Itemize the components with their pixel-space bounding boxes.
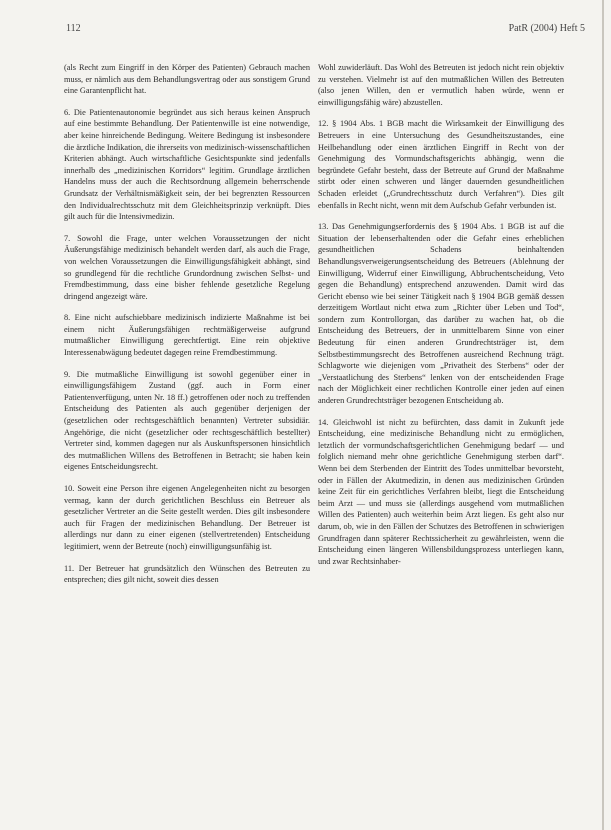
paragraph: 13. Das Genehmigungserfordernis des § 1904 Abs. 1 BGB ist auf die Situation der lebenserhaltenden oder die Gefahr eines erheblichen gesundheitlichen Schadens beinhaltenden Behandlungsverweigerungsentscheidung des Betreuers (Ablehnung der Einwilligung, Widerruf einer Einwilligung, Abbruchentscheidung, Veto gegen die Behandlung) entsprechend anzuwenden. Damit wird das Gericht ebenso wie bei seiner Tätigkeit nach § 1904 BGB gemäß dessen derzeitigem Wortlaut nicht etwa zum „Richter über Leben und Tod“, sondern zum Kontrollorgan, das darüber zu wachen hat, ob die Entscheidung des Betreuers, der in unmittelbarem Sinne von einer Bedeutung für einen anderen Grundrechtsträger ist, dem Selbstbestimmungsrecht des Betroffenen ausreichend Rechnung trägt. Schlagworte wie diejenigen vom „Privatheit des Sterbens“ oder der „Verstaatlichung des Sterbens“ lenken von der entscheidenden Frage nach der Möglichkeit einer rechtlichen Kontrolle einer jeden auf einen anderen Grundrechtsträger bezogenen Entscheidung ab. [318,222,564,406]
scan-edge [602,0,604,830]
paragraph: 14. Gleichwohl ist nicht zu befürchten, dass damit in Zukunft jede Entscheidung, eine medizinische Behandlung nicht zu ermöglichen, letztlich der vormundschaftsgerichtlichen Genehmigung bedarf — und folglich niemand mehr ohne gerichtliche Genehmigung sterben darf“. Wenn bei dem Sterbenden der Eintritt des Todes unmittelbar bevorsteht, oder in Fällen der Akutmedizin, in denen aus medizinischen Gründen keine Zeit für ein gerichtliches Verfahren bleibt, liegt die Entscheidung beim Arzt — und muss sie (allerdings ausgehend vom mutmaßlichen Willen des Patienten) auch weiterhin beim Arzt liegen. Es geht also nur darum, ob, wie in den Fällen der Schutzes des Betroffenen in schwierigen Grundfragen dann späterer Rechtssicherheit zu gewährleisten, wenn die Entscheidung einen längeren Willensbildungsprozess unterliegen kann, und zwar Rechtsinhaber- [318,417,564,566]
page-header [66,23,585,37]
journal-reference: PatR (2004) Heft 5 [508,23,585,34]
paragraph: 9. Die mutmaßliche Einwilligung ist sowohl gegenüber einer in einwilligungsfähigem Zustand (ggf. auch in Form einer Patientenverfügung, unten Nr. 18 ff.) getroffenen oder noch zu treffenden Entscheidung des Patienten als auch gegenüber derjenigen der (gesetzlichen oder rechtsgeschäftlich benannten) Vertreter subsidiär. Angehörige, die nicht (gesetzlicher oder rechtsgeschäftlich bestellter) Vertreter sind, kommen dagegen nur als Auskunftspersonen hinsichtlich des mutmaßlichen Willens des Betroffenen in Betracht; sie haben kein eigenes Entscheidungsrecht. [64,369,310,472]
paragraph: 6. Die Patientenautonomie begründet aus sich heraus keinen Anspruch auf eine bestimmte Behandlung. Der Patientenwille ist eine notwendige, aber keine hinreichende Bedingung. Weitere Bedingung ist insbesondere die ärztliche Indikation, die ihrerseits von medizinisch-wissenschaftlichen Kriterien abhängt. Auch wirtschaftliche Gesichtspunkte sind jedenfalls innerhalb des „medizinischen Korridors“ legitim. Grundlage ärztlichen Handelns muss der auch die Rechtsordnung allgemein beherrschende Grundsatz der Verhältnismäßigkeit sein, der bei begrenzten Ressourcen den Individualrechtsschutz mit dem Gleichheitsprinzip verknüpft. Dies gilt auch für die Intensivmedizin. [64,107,310,222]
page-number: 112 [66,23,81,34]
right-column [318,62,564,577]
paragraph: Wohl zuwiderläuft. Das Wohl des Betreuten ist jedoch nicht rein objektiv zu verstehen. Vielmehr ist auf den mutmaßlichen Willen des Betreuten (also jenen Willen, den er vermutlich haben würde, wenn er einwilligungsfähig wäre) abzustellen. [318,63,564,107]
paragraph: 7. Sowohl die Frage, unter welchen Voraussetzungen der nicht Äußerungsfähige medizinisch behandelt werden darf, als auch die Frage, von welchen Voraussetzungen die Einwilligungsfähigkeit abhängt, sind so grundlegend für die rechtliche Grundordnung zwischen Selbst- und Fremdbestimmung, dass eine bisher fehlende gesetzliche Regelung dringend angezeigt wäre. [64,233,310,301]
paragraph: 8. Eine nicht aufschiebbare medizinisch indizierte Maßnahme ist bei einem nicht Äußerungsfähigen rechtmäßigerweise aufgrund mutmaßlicher Einwilligung gerechtfertigt. Eine rein objektive Interessenabwägung bedeutet dagegen reine Fremdbestimmung. [64,313,310,358]
paragraph: 11. Der Betreuer hat grundsätzlich den Wünschen des Betreuten zu entsprechen; dies gilt nicht, soweit dies dessen [64,563,310,585]
paragraph: 10. Soweit eine Person ihre eigenen Angelegenheiten nicht zu besorgen vermag, kann der durch gerichtlichen Beschluss ein Betreuer als gesetzlicher Vertreter an die Seite gestellt werden. Dies gilt insbesondere auch für Fragen der medizinischen Behandlung. Der Betreuer ist allerdings nur dann zu einer eigenen (stellvertretenden) Entscheidung legitimiert, wenn der Betreute (noch) einwilligungsunfähig ist. [64,484,310,551]
left-column [64,62,310,596]
paragraph: 12. § 1904 Abs. 1 BGB macht die Wirksamkeit der Einwilligung des Betreuers in eine Untersuchung des Gesundheitszustandes, eine Heilbehandlung oder einen ärztlichen Eingriff in Recht von der Genehmigung des Vormundschaftsgerichts abhängig, wenn die begründete Gefahr besteht, dass der Betreute auf Grund der Maßnahme stirbt oder einen schweren und länger dauernden gesundheitlichen Schaden erleidet („Grundrechtsschutz durch Verfahren“). Dies gilt ebenfalls in Recht nicht, wenn mit dem Aufschub Gefahr verbunden ist. [318,119,564,210]
paragraph: (als Recht zum Eingriff in den Körper des Patienten) Gebrauch machen muss, er nämlich aus dem Behandlungsvertrag oder aus sonstigem Grund eine Garantenpflicht hat. [64,63,310,96]
